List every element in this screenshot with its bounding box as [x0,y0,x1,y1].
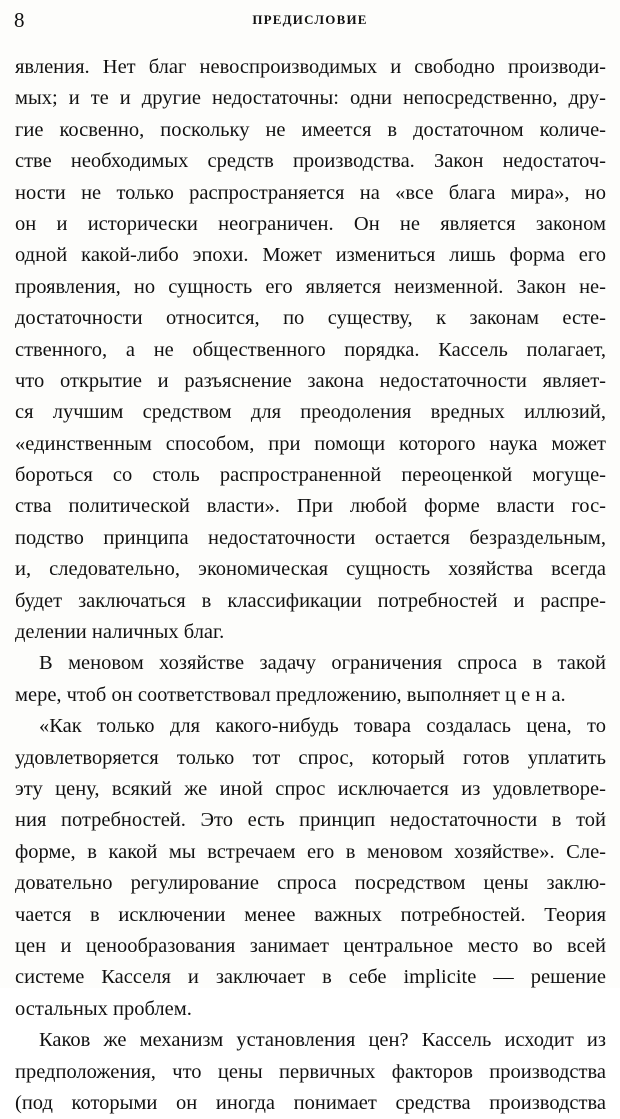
text-line: делении наличных благ. [15,621,225,644]
text-line: «Как только для какого-нибудь товара создалась цена, то [39,715,606,738]
text-line: ся лучшим средством для преодоления вредных иллюзий, [15,401,606,424]
paragraph [15,648,606,711]
text-line: эту цену, всякий же иной спрос исключается из удовлетворе- [15,777,606,800]
text-line: гие косвенно, поскольку не имеется в достаточном количе- [15,118,606,141]
text-line: подство принципа недостаточности остается безраздельным, [15,526,606,549]
text-line: форме, в какой мы встречаем его в меновом хозяйстве». Сле- [15,840,606,863]
paragraph [15,1025,606,1119]
text-line: «единственным способом, при помощи которого наука может [15,432,606,455]
text-line: ственного, а не общественного порядка. Кассель полагает, [15,338,606,361]
text-line: ности не только распространяется на «все блага мира», но [15,181,606,204]
text-line: и, следовательно, экономическая сущность хозяйства всегда [15,558,606,581]
text-line: ния потребностей. Это есть принцип недостаточности в той [15,809,606,832]
text-line: мере, чтоб он соответствовал предложению, выполняет ц е н а. [15,683,566,706]
text-line: (под которыми он иногда понимает средства производства [15,1091,606,1114]
text-line: цен и ценообразования занимает центральное место во всей [15,934,606,957]
text-line: довательно регулирование спроса посредством цены заклю- [15,872,606,895]
body-text [15,52,606,1119]
text-line: В меновом хозяйстве задачу ограничения спроса в такой [39,652,606,675]
paragraph [15,52,606,648]
text-line: что открытие и разъяснение закона недостаточности являет- [15,369,606,392]
text-line: предположения, что цены первичных факторов производства [15,1060,606,1083]
text-line: системе Касселя и заключает в себе implicite — решение [15,966,606,989]
text-line: чается в исключении менее важных потребностей. Теория [15,903,606,926]
page-number: 8 [14,8,25,32]
text-line: явления. Нет благ невоспроизводимых и свободно производи- [15,56,606,78]
running-title: ПРЕДИСЛОВИЕ [252,12,368,27]
text-line: мых; и те и другие недостаточны: одни непосредственно, дру- [15,87,606,110]
page-header [8,6,612,36]
text-line: Каков же механизм установления цен? Кассель исходит из [39,1029,606,1052]
text-line: остальных проблем. [15,997,192,1020]
paragraph [15,711,606,1025]
text-line: будет заключаться в классификации потребностей и распре- [15,589,606,612]
text-line: бороться со столь распространенной переоценкой могуще- [15,464,606,487]
text-line: достаточности относится, по существу, к законам есте- [15,307,606,330]
text-line: проявления, но сущность его является неизменной. Закон не- [15,275,606,298]
text-line: удовлетворяется только тот спрос, который готов уплатить [15,746,606,769]
text-line: одной какой-либо эпохи. Может измениться лишь форма его [15,244,606,267]
text-line: он и исторически неограничен. Он не является законом [15,212,606,235]
text-line: стве необходимых средств производства. Закон недостаточ- [15,150,606,173]
text-line: ства политической власти». При любой форме власти гос- [15,495,606,518]
